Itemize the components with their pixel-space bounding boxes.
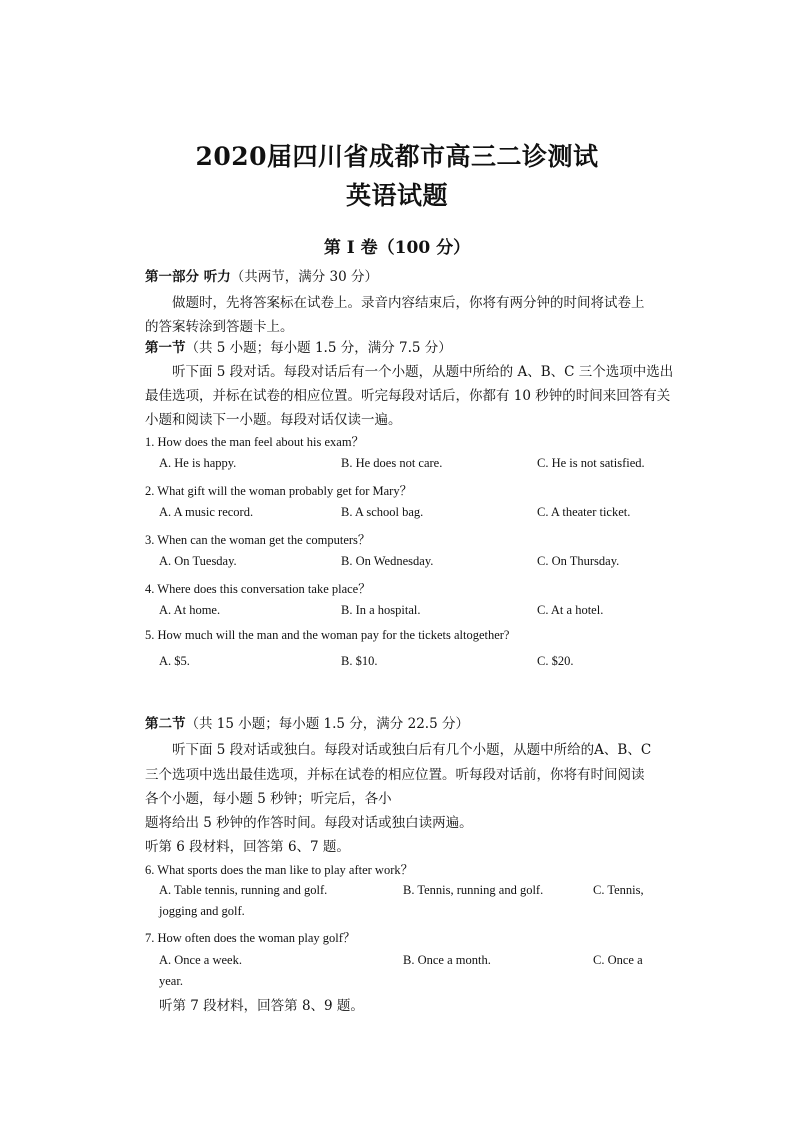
q5-option-c: C. $20. (537, 654, 574, 668)
q7-option-a: A. Once a week. (159, 953, 242, 967)
part1-heading (145, 268, 378, 286)
part1-heading-bold: 第一部分 听力 (145, 269, 231, 285)
sec1-intro-line3: 小题和阅读下一小题。每段对话仅读一遍。 (145, 412, 402, 428)
q2-option-a: A. A music record. (159, 505, 254, 519)
q2-option-c: C. A theater ticket. (537, 505, 631, 519)
q6-option-b: B. Tennis, running and golf. (403, 883, 544, 897)
sec2-intro-line4: 题将给出 5 秒钟的作答时间。每段对话或独白读两遍。 (145, 815, 473, 831)
q7-option-b: B. Once a month. (403, 953, 491, 967)
listen-instruction-7: 听第 7 段材料，回答第 8、9 题。 (159, 998, 364, 1014)
question-2: 2. What gift will the woman probably get for Mary？ (145, 484, 413, 498)
sec1-intro-line1: 听下面 5 段对话。每段对话后有一个小题，从题中所给的 A、B、C 三个选项中选出 (172, 364, 674, 380)
part1-heading-rest: （共两节，满分 30 分） (230, 269, 378, 285)
question-4: 4. Where does this conversation take place？ (145, 582, 371, 596)
q6-option-a: A. Table tennis, running and golf. (159, 883, 328, 897)
part1-intro-line1: 做题时，先将答案标在试卷上。录音内容结束后，你将有两分钟的时间将试卷上 (172, 295, 645, 311)
sec2-intro-line3: 各个小题，每小题 5 秒钟；听完后，各小 (145, 791, 392, 807)
sec2-heading-bold: 第二节 (145, 716, 186, 732)
q3-option-b: B. On Wednesday. (341, 554, 434, 568)
q2-option-b: B. A school bag. (341, 505, 424, 519)
part1-intro-line2: 的答案转涂到答题卡上。 (145, 319, 294, 335)
sec1-heading (145, 339, 452, 357)
question-5: 5. How much will the man and the woman pay for the tickets altogether? (145, 628, 510, 642)
sec2-heading-rest: （共 15 小题；每小题 1.5 分，满分 22.5 分） (185, 716, 469, 732)
volume-heading: 第 I 卷（100 分） (323, 238, 471, 258)
q3-option-a: A. On Tuesday. (159, 554, 237, 568)
exam-title: 2020届四川省成都市高三二诊测试 (195, 142, 599, 171)
q4-option-b: B. In a hospital. (341, 603, 421, 617)
q1-option-b: B. He does not care. (341, 456, 443, 470)
sec1-heading-rest: （共 5 小题；每小题 1.5 分，满分 7.5 分） (185, 340, 452, 356)
sec2-heading (145, 715, 469, 733)
sec1-heading-bold: 第一节 (145, 340, 186, 356)
question-6: 6. What sports does the man like to play after work？ (145, 863, 414, 877)
sec2-intro-line1: 听下面 5 段对话或独白。每段对话或独白后有几个小题，从题中所给的A、B、C (172, 742, 652, 758)
q3-option-c: C. On Thursday. (537, 554, 620, 568)
q6-option-c-continued: jogging and golf. (159, 904, 245, 918)
sec1-intro-line2: 最佳选项，并标在试卷的相应位置。听完每段对话后，你都有 10 秒钟的时间来回答有关 (145, 388, 671, 404)
q5-option-b: B. $10. (341, 654, 378, 668)
q7-option-c: C. Once a (593, 953, 643, 967)
exam-subtitle: 英语试题 (345, 181, 448, 210)
q4-option-a: A. At home. (159, 603, 221, 617)
q4-option-c: C. At a hotel. (537, 603, 604, 617)
q1-option-a: A. He is happy. (159, 456, 237, 470)
question-3: 3. When can the woman get the computers？ (145, 533, 371, 547)
q5-option-a: A. $5. (159, 654, 190, 668)
q7-option-c-continued: year. (159, 974, 183, 988)
q1-option-c: C. He is not satisfied. (537, 456, 645, 470)
sec2-intro-line2: 三个选项中选出最佳选项，并标在试卷的相应位置。听每段对话前，你将有时间阅读 (145, 767, 645, 783)
q6-option-c: C. Tennis, (593, 883, 644, 897)
question-7: 7. How often does the woman play golf？ (145, 931, 356, 945)
question-1: 1. How does the man feel about his exam？ (145, 435, 365, 449)
listen-instruction-6: 听第 6 段材料，回答第 6、7 题。 (145, 839, 350, 855)
